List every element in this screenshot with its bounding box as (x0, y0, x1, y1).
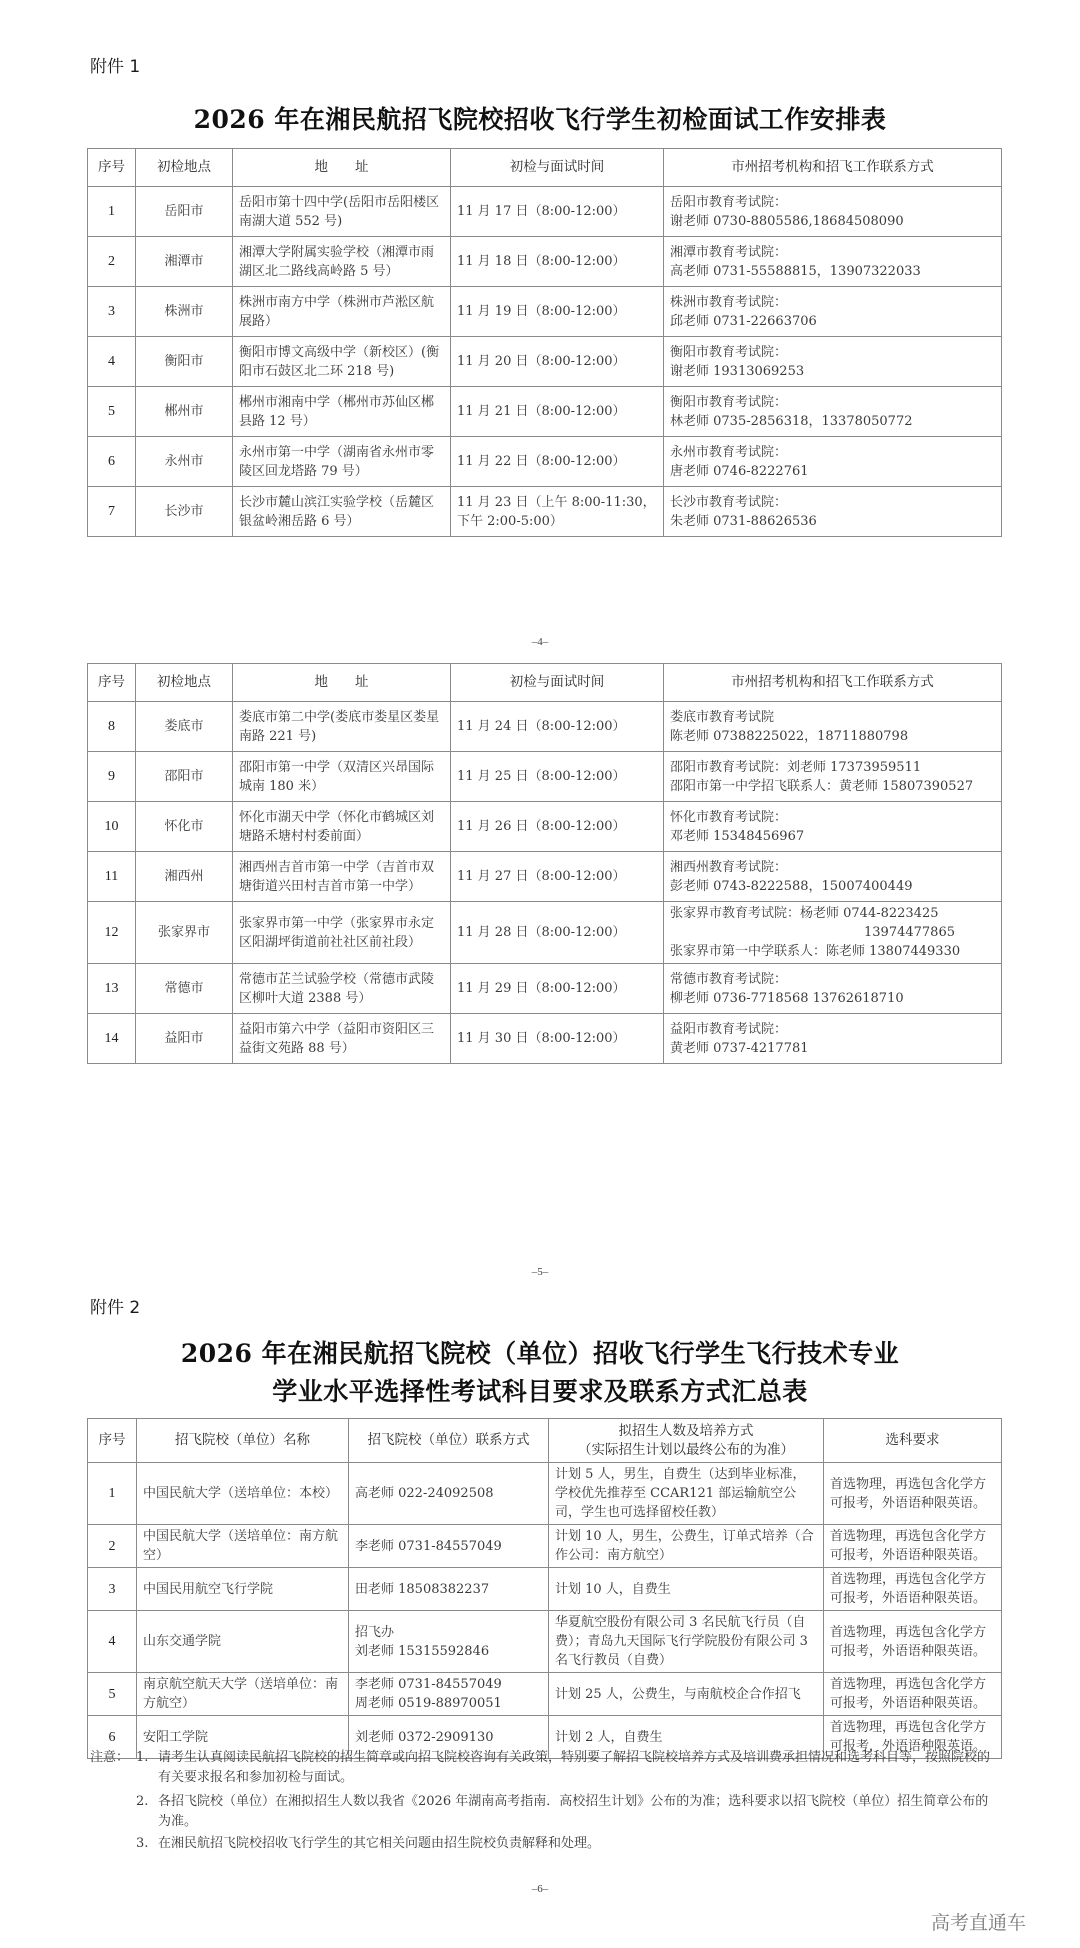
attachment-1-title: 2026 年在湘民航招飞院校招收飞行学生初检面试工作安排表 (193, 105, 887, 134)
subject-requirement: 首选物理，再选包含化学方可报考，外语语种限英语。 (824, 1611, 1002, 1673)
contact-line: 邵阳市教育考试院：刘老师 17373959511 (670, 759, 922, 775)
inspection-place: 常德市 (136, 964, 233, 1014)
row-number: 12 (88, 902, 136, 964)
inspection-time: 11 月 28 日（8:00-12:00） (451, 902, 664, 964)
inspection-time: 11 月 17 日（8:00-12:00） (451, 187, 664, 237)
table-row (88, 1014, 1002, 1064)
contact-line: 13974477865 (864, 925, 955, 940)
table-row (88, 752, 1002, 802)
contact-line: 株洲市教育考试院： (670, 294, 788, 310)
inspection-place: 张家界市 (136, 902, 233, 964)
row-number: 5 (88, 1673, 137, 1716)
watermark: 高考直通车 (931, 1912, 1027, 1934)
header-contact: 市州招考机构和招飞工作联系方式 (664, 149, 1002, 187)
row-number: 3 (88, 287, 136, 337)
table-row (88, 1611, 1002, 1673)
contact-info (664, 487, 1002, 537)
contact-line: 常德市教育考试院： (670, 971, 788, 987)
school-name: 南京航空航天大学（送培单位：南方航空） (137, 1673, 349, 1716)
row-number: 2 (88, 237, 136, 287)
table-row (88, 902, 1002, 964)
row-number: 3 (88, 1568, 137, 1611)
time-line: 11 月 23 日（上午 8:00-11:30， (457, 494, 656, 510)
address: 怀化市湖天中学（怀化市鹤城区刘塘路禾塘村村委前面） (233, 802, 451, 852)
address: 益阳市第六中学（益阳市资阳区三益街文苑路 88 号） (233, 1014, 451, 1064)
note-2-number: 2. (136, 1794, 149, 1809)
row-number: 8 (88, 702, 136, 752)
contact-line: 高老师 022-24092508 (355, 1486, 494, 1501)
inspection-place: 衡阳市 (136, 337, 233, 387)
contact-line: 益阳市教育考试院： (670, 1021, 788, 1037)
inspection-place: 岳阳市 (136, 187, 233, 237)
header-requirement: 选科要求 (824, 1419, 1002, 1463)
time-line: 下午 2:00-5:00） (457, 513, 563, 529)
contact-line: 邱老师 0731-22663706 (670, 313, 817, 329)
contact-line: 彭老师 0743-8222588，15007400449 (670, 878, 913, 894)
enrollment-plan: 计划 25 人，公费生，与南航校企合作招飞 (549, 1673, 824, 1716)
address: 永州市第一中学（湖南省永州市零陵区回龙塔路 79 号） (233, 437, 451, 487)
table-row (88, 1568, 1002, 1611)
header-school-name: 招飞院校（单位）名称 (137, 1419, 349, 1463)
row-number: 1 (88, 1463, 137, 1525)
address: 邵阳市第一中学（双清区兴昂国际城南 180 米） (233, 752, 451, 802)
table-row (88, 437, 1002, 487)
school-name: 中国民航大学（送培单位：南方航空） (137, 1525, 349, 1568)
notes-label: 注意： (90, 1750, 130, 1765)
header-plan (549, 1419, 824, 1463)
contact-line: 邵阳市第一中学招飞联系人：黄老师 15807390527 (670, 778, 974, 794)
note-2-text: 各招飞院校（单位）在湘拟招生人数以我省《2026 年湖南高考指南．高校招生计划》公布的为准；选科要求以招飞院校（单位）招生简章公布的为准。 (158, 1794, 989, 1829)
header-time: 初检与面试时间 (451, 149, 664, 187)
contact-info (664, 337, 1002, 387)
enrollment-plan: 计划 2 人，自费生 (549, 1716, 824, 1759)
table-row (88, 1463, 1002, 1525)
page-number-5: –5– (531, 1266, 549, 1278)
page-number-6: –6– (531, 1883, 549, 1895)
address: 郴州市湘南中学（郴州市苏仙区郴县路 12 号） (233, 387, 451, 437)
notes-section (90, 1748, 1000, 1854)
header-plan-line2: （实际招生计划以最终公布的为准） (578, 1441, 794, 1458)
admissions-table (87, 1418, 1002, 1759)
contact-line: 岳阳市教育考试院： (670, 194, 788, 210)
row-number: 9 (88, 752, 136, 802)
contact-line: 朱老师 0731-88626536 (670, 513, 817, 529)
header-contact: 市州招考机构和招飞工作联系方式 (664, 664, 1002, 702)
contact-line: 招飞办 (355, 1624, 395, 1640)
contact-line: 林老师 0735-2856318，13378050772 (670, 413, 913, 429)
contact-info (664, 852, 1002, 902)
contact-info (664, 702, 1002, 752)
inspection-place: 湘西州 (136, 852, 233, 902)
row-number: 4 (88, 337, 136, 387)
subject-requirement: 首选物理，再选包含化学方可报考，外语语种限英语。 (824, 1525, 1002, 1568)
row-number: 2 (88, 1525, 137, 1568)
inspection-time: 11 月 21 日（8:00-12:00） (451, 387, 664, 437)
contact-line: 衡阳市教育考试院： (670, 344, 788, 360)
row-number: 13 (88, 964, 136, 1014)
subject-requirement: 首选物理，再选包含化学方可报考，外语语种限英语。 (824, 1716, 1002, 1759)
table-row (88, 1525, 1002, 1568)
note-1-number: 1. (136, 1750, 149, 1765)
attachment-2-label: 附件 2 (90, 1298, 141, 1318)
header-no: 序号 (88, 664, 136, 702)
schedule-table-part1 (87, 148, 1002, 537)
header-address: 地 址 (233, 149, 451, 187)
row-number: 1 (88, 187, 136, 237)
subject-requirement: 首选物理，再选包含化学方可报考，外语语种限英语。 (824, 1463, 1002, 1525)
contact-line: 陈老师 07388225022，18711880798 (670, 728, 909, 744)
inspection-place: 长沙市 (136, 487, 233, 537)
page-number-4: –4– (531, 636, 549, 648)
address: 湘潭大学附属实验学校（湘潭市雨湖区北二路线高岭路 5 号） (233, 237, 451, 287)
inspection-time: 11 月 19 日（8:00-12:00） (451, 287, 664, 337)
contact-info (664, 964, 1002, 1014)
row-number: 4 (88, 1611, 137, 1673)
contact-info (664, 237, 1002, 287)
contact-info (664, 387, 1002, 437)
enrollment-plan: 计划 5 人，男生，自费生（达到毕业标准，学校优先推荐至 CCAR121 部运输航空公司，学生也可选择留校任教） (549, 1463, 824, 1525)
address: 株洲市南方中学（株洲市芦淞区航展路） (233, 287, 451, 337)
address: 湘西州吉首市第一中学（吉首市双塘街道兴田村吉首市第一中学） (233, 852, 451, 902)
enrollment-plan: 计划 10 人，男生，公费生，订单式培养（合作公司：南方航空） (549, 1525, 824, 1568)
header-address: 地 址 (233, 664, 451, 702)
subject-requirement: 首选物理，再选包含化学方可报考，外语语种限英语。 (824, 1673, 1002, 1716)
contact-line: 邓老师 15348456967 (670, 828, 805, 844)
table-row (88, 187, 1002, 237)
school-contact (349, 1463, 549, 1525)
header-time: 初检与面试时间 (451, 664, 664, 702)
inspection-time: 11 月 30 日（8:00-12:00） (451, 1014, 664, 1064)
table-row (88, 702, 1002, 752)
contact-line: 衡阳市教育考试院： (670, 394, 788, 410)
row-number: 11 (88, 852, 136, 902)
school-contact (349, 1525, 549, 1568)
attachment-2-title-line1: 2026 年在湘民航招飞院校（单位）招收飞行学生飞行技术专业 (180, 1339, 900, 1368)
inspection-time: 11 月 18 日（8:00-12:00） (451, 237, 664, 287)
inspection-time: 11 月 27 日（8:00-12:00） (451, 852, 664, 902)
subject-requirement: 首选物理，再选包含化学方可报考，外语语种限英语。 (824, 1568, 1002, 1611)
inspection-time: 11 月 20 日（8:00-12:00） (451, 337, 664, 387)
inspection-time: 11 月 25 日（8:00-12:00） (451, 752, 664, 802)
school-name: 中国民航大学（送培单位：本校） (137, 1463, 349, 1525)
table-header-row (88, 1419, 1002, 1463)
table-header-row (88, 664, 1002, 702)
header-place: 初检地点 (136, 149, 233, 187)
row-number: 14 (88, 1014, 136, 1064)
school-contact (349, 1673, 549, 1716)
school-name: 安阳工学院 (137, 1716, 349, 1759)
schedule-table-part2 (87, 663, 1002, 1064)
address: 娄底市第二中学(娄底市娄星区娄星南路 221 号) (233, 702, 451, 752)
contact-line: 湘潭市教育考试院： (670, 244, 788, 260)
contact-line: 黄老师 0737-4217781 (670, 1040, 809, 1056)
school-contact (349, 1568, 549, 1611)
inspection-place: 湘潭市 (136, 237, 233, 287)
contact-line: 刘老师 15315592846 (355, 1643, 490, 1659)
address: 常德市芷兰试验学校（常德市武陵区柳叶大道 2388 号） (233, 964, 451, 1014)
contact-info (664, 187, 1002, 237)
inspection-place: 郴州市 (136, 387, 233, 437)
school-name: 中国民用航空飞行学院 (137, 1568, 349, 1611)
note-3-number: 3. (136, 1836, 149, 1851)
contact-info (664, 287, 1002, 337)
contact-line: 怀化市教育考试院： (670, 809, 788, 825)
contact-info (664, 752, 1002, 802)
address: 岳阳市第十四中学(岳阳市岳阳楼区南湖大道 552 号) (233, 187, 451, 237)
contact-line: 张家界市第一中学联系人：陈老师 13807449330 (670, 944, 961, 959)
header-place: 初检地点 (136, 664, 233, 702)
contact-line: 湘西州教育考试院： (670, 859, 788, 875)
row-number: 10 (88, 802, 136, 852)
inspection-place: 永州市 (136, 437, 233, 487)
note-3-text: 在湘民航招飞院校招收飞行学生的其它相关问题由招生院校负责解释和处理。 (158, 1836, 601, 1851)
inspection-time (451, 487, 664, 537)
header-no: 序号 (88, 1419, 137, 1463)
enrollment-plan: 华夏航空股份有限公司 3 名民航飞行员（自费）；青岛九天国际飞行学院股份有限公司 3 名飞行教员（自费） (549, 1611, 824, 1673)
contact-line: 周老师 0519-88970051 (355, 1696, 502, 1711)
address: 张家界市第一中学（张家界市永定区阳湖坪街道前社社区前社段） (233, 902, 451, 964)
address: 长沙市麓山滨江实验学校（岳麓区银盆岭湘岳路 6 号） (233, 487, 451, 537)
table-row (88, 287, 1002, 337)
contact-line: 田老师 18508382237 (355, 1581, 490, 1597)
attachment-1-label: 附件 1 (90, 57, 141, 77)
table-header-row (88, 149, 1002, 187)
contact-line: 长沙市教育考试院： (670, 494, 788, 510)
contact-line: 谢老师 0730-8805586,18684508090 (670, 213, 904, 229)
contact-line: 高老师 0731-55588815，13907322033 (670, 263, 921, 279)
contact-line: 娄底市教育考试院 (670, 709, 775, 725)
header-plan-line1: 拟招生人数及培养方式 (618, 1422, 754, 1439)
table-row (88, 337, 1002, 387)
contact-line: 李老师 0731-84557049 (355, 1538, 502, 1554)
header-school-contact: 招飞院校（单位）联系方式 (349, 1419, 549, 1463)
contact-info (664, 1014, 1002, 1064)
inspection-time: 11 月 24 日（8:00-12:00） (451, 702, 664, 752)
table-row (88, 802, 1002, 852)
inspection-time: 11 月 22 日（8:00-12:00） (451, 437, 664, 487)
table-row (88, 237, 1002, 287)
table-row (88, 852, 1002, 902)
note-1-text: 请考生认真阅读民航招飞院校的招生简章或向招飞院校咨询有关政策，特别要了解招飞院校培养方式及培训费承担情况和选考科目等，按照院校的有关要求报名和参加初检与面试。 (158, 1750, 991, 1785)
table-row (88, 387, 1002, 437)
contact-line: 刘老师 0372-2909130 (355, 1729, 494, 1745)
inspection-time: 11 月 29 日（8:00-12:00） (451, 964, 664, 1014)
contact-line: 唐老师 0746-8222761 (670, 463, 809, 479)
row-number: 7 (88, 487, 136, 537)
contact-line: 李老师 0731-84557049 (355, 1677, 502, 1692)
contact-line: 柳老师 0736-7718568 13762618710 (670, 990, 904, 1006)
address: 衡阳市博文高级中学（新校区）(衡阳市石鼓区北二环 218 号) (233, 337, 451, 387)
header-no: 序号 (88, 149, 136, 187)
row-number: 6 (88, 1716, 137, 1759)
table-row (88, 487, 1002, 537)
contact-line: 张家界市教育考试院：杨老师 0744-8223425 (670, 906, 939, 921)
table-row (88, 1673, 1002, 1716)
school-name: 山东交通学院 (137, 1611, 349, 1673)
contact-info (664, 437, 1002, 487)
school-contact (349, 1611, 549, 1673)
inspection-place: 株洲市 (136, 287, 233, 337)
row-number: 5 (88, 387, 136, 437)
inspection-place: 益阳市 (136, 1014, 233, 1064)
contact-info (664, 802, 1002, 852)
inspection-place: 怀化市 (136, 802, 233, 852)
attachment-2-title-line2: 学业水平选择性考试科目要求及联系方式汇总表 (272, 1377, 808, 1406)
contact-info (664, 902, 1002, 964)
row-number: 6 (88, 437, 136, 487)
inspection-place: 邵阳市 (136, 752, 233, 802)
table-row (88, 964, 1002, 1014)
inspection-time: 11 月 26 日（8:00-12:00） (451, 802, 664, 852)
contact-line: 谢老师 19313069253 (670, 363, 805, 379)
enrollment-plan: 计划 10 人，自费生 (549, 1568, 824, 1611)
inspection-place: 娄底市 (136, 702, 233, 752)
contact-line: 永州市教育考试院： (670, 444, 788, 460)
